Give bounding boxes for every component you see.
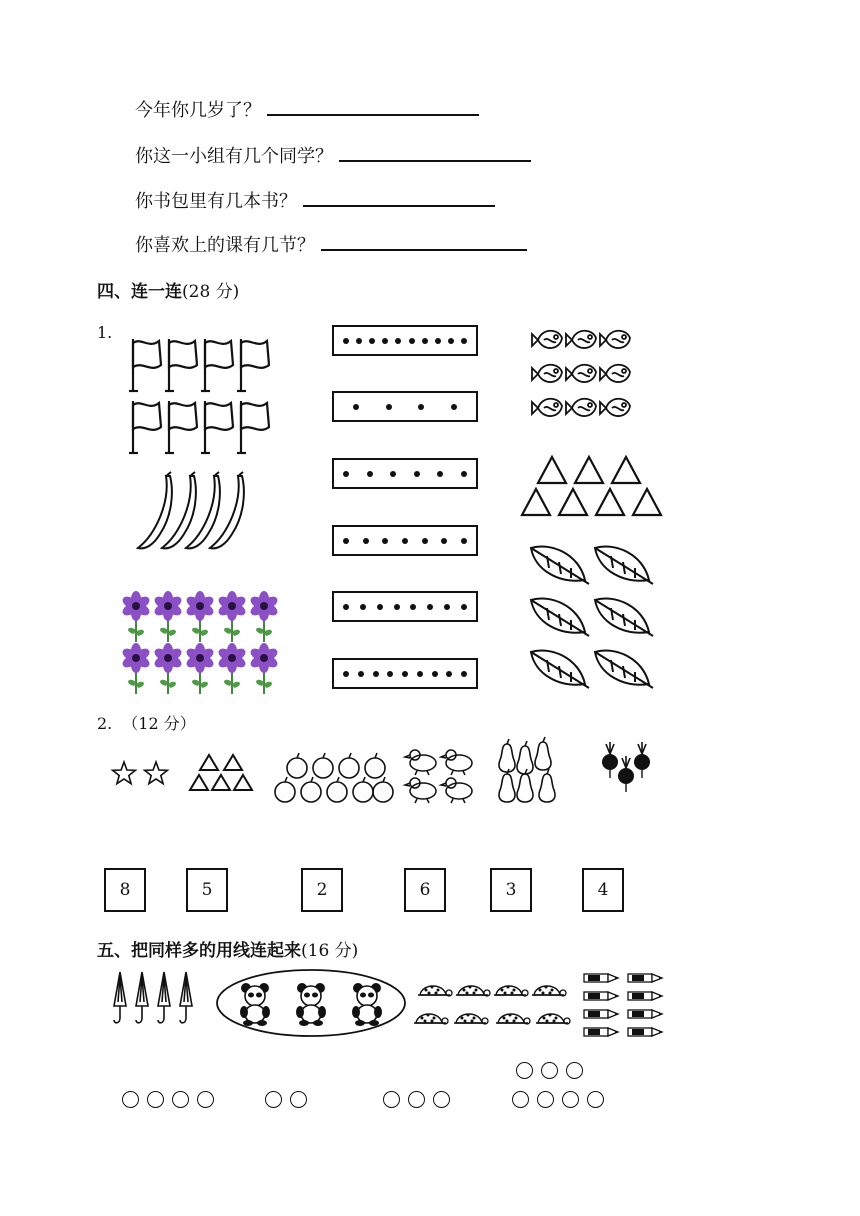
banana-group[interactable] <box>130 468 245 553</box>
question-2-text: 你这一小组有几个同学？ <box>135 146 333 167</box>
flag-icon <box>129 401 161 453</box>
apple-icon <box>339 753 359 778</box>
flag-icon <box>165 339 197 391</box>
number-box-label: 4 <box>597 880 609 900</box>
number-box-2[interactable] <box>301 868 343 912</box>
dot <box>435 338 441 344</box>
number-box-label: 6 <box>419 880 431 900</box>
number-box-3[interactable] <box>490 868 532 912</box>
pear-group[interactable] <box>493 738 565 804</box>
apple-icon <box>301 777 321 802</box>
leaf-icon <box>595 598 653 636</box>
number-box-label: 3 <box>505 880 517 900</box>
pear-icon <box>517 769 533 802</box>
triangle-icon <box>522 489 550 515</box>
umbrella-group[interactable] <box>106 970 201 1030</box>
purple-flower-icon <box>153 591 184 642</box>
circle <box>587 1091 604 1108</box>
dot <box>343 671 349 677</box>
answer-blank-1[interactable] <box>267 98 479 116</box>
circle <box>566 1062 583 1079</box>
panda-icon <box>352 983 382 1026</box>
dot <box>386 404 392 410</box>
circle <box>512 1091 529 1108</box>
pencil-icon <box>584 974 618 982</box>
dot-box-9[interactable] <box>332 658 478 689</box>
turtle-icon <box>536 1014 570 1025</box>
apple-icon <box>365 753 385 778</box>
number-box-4[interactable] <box>582 868 624 912</box>
section-5-points: (16 分) <box>301 941 359 961</box>
purple-flower-icon <box>249 591 280 642</box>
star-icon <box>145 762 168 784</box>
leaf-icon <box>531 598 589 636</box>
dot-box-4[interactable] <box>332 391 478 422</box>
flag-icon <box>129 339 161 391</box>
umbrella-icon <box>136 972 148 1023</box>
number-box-5[interactable] <box>186 868 228 912</box>
purple-flower-icon <box>217 591 248 642</box>
triangle-icon <box>190 775 208 790</box>
panda-group[interactable] <box>215 968 407 1038</box>
leaf-group[interactable] <box>525 540 660 695</box>
leaf-icon <box>531 546 589 584</box>
dot <box>461 471 467 477</box>
dot <box>417 671 423 677</box>
dot <box>444 604 450 610</box>
turtle-icon <box>454 1014 488 1025</box>
flag-icon <box>237 339 269 391</box>
dot <box>377 604 383 610</box>
question-4 <box>135 233 527 257</box>
flag-icon <box>237 401 269 453</box>
turtle-icon <box>418 986 452 997</box>
turtle-icon <box>532 986 566 997</box>
dot <box>373 671 379 677</box>
dot <box>422 338 428 344</box>
chick-icon <box>405 750 436 775</box>
radish-icon <box>602 742 618 778</box>
fish-icon <box>532 365 562 382</box>
dot <box>410 604 416 610</box>
fish-icon <box>600 399 630 416</box>
turtle-icon <box>496 1014 530 1025</box>
purple-flower-icon <box>217 643 248 694</box>
fish-group[interactable] <box>530 322 640 430</box>
section-5-heading <box>97 936 358 961</box>
triangle-icon <box>596 489 624 515</box>
panda-icon <box>240 983 270 1026</box>
apple-group[interactable] <box>275 752 385 807</box>
dot <box>461 338 467 344</box>
triangle-icon <box>575 457 603 483</box>
dot-box-6[interactable] <box>332 458 478 489</box>
dot <box>402 538 408 544</box>
circle <box>537 1091 554 1108</box>
fish-icon <box>532 331 562 348</box>
dot <box>427 604 433 610</box>
answer-blank-2[interactable] <box>339 144 531 162</box>
triangle-group[interactable] <box>520 455 665 520</box>
triangle-icon <box>538 457 566 483</box>
section-4-heading <box>97 277 239 302</box>
leaf-icon <box>595 650 653 688</box>
flag-icon <box>201 339 233 391</box>
dot <box>363 538 369 544</box>
small-triangle-group[interactable] <box>188 753 258 793</box>
dot-box-10[interactable] <box>332 325 478 356</box>
triangle-icon <box>212 775 230 790</box>
fish-icon <box>532 399 562 416</box>
answer-blank-3[interactable] <box>303 189 495 207</box>
number-box-6[interactable] <box>404 868 446 912</box>
dot <box>343 604 349 610</box>
circle <box>541 1062 558 1079</box>
dot <box>356 338 362 344</box>
question-1-text: 今年你几岁了？ <box>135 100 261 121</box>
number-box-label: 2 <box>316 880 328 900</box>
pencil-icon <box>628 1028 662 1036</box>
fish-icon <box>566 399 596 416</box>
question-1 <box>135 98 479 122</box>
chick-group[interactable] <box>405 745 480 805</box>
flag-group[interactable] <box>125 333 275 458</box>
circle <box>197 1091 214 1108</box>
pear-icon <box>499 769 515 802</box>
dot <box>461 538 467 544</box>
purple-flower-icon <box>121 591 152 642</box>
dot <box>390 471 396 477</box>
triangle-icon <box>200 755 218 770</box>
apple-icon <box>353 777 373 802</box>
circle <box>562 1091 579 1108</box>
dot <box>402 671 408 677</box>
apple-icon <box>287 753 307 778</box>
circle <box>172 1091 189 1108</box>
umbrella-icon <box>158 972 170 1023</box>
fish-icon <box>600 331 630 348</box>
purple-flower-icon <box>249 643 280 694</box>
circle <box>408 1091 425 1108</box>
pencil-icon <box>584 992 618 1000</box>
triangle-icon <box>234 775 252 790</box>
pencil-icon <box>584 1010 618 1018</box>
triangle-icon <box>559 489 587 515</box>
chick-icon <box>405 778 436 803</box>
turtle-icon <box>494 986 528 997</box>
fish-icon <box>600 365 630 382</box>
leaf-icon <box>595 546 653 584</box>
section-4-title: 四、连一连 <box>97 282 182 302</box>
apple-icon <box>275 777 295 802</box>
radish-icon <box>618 756 634 792</box>
star-icon <box>113 762 136 784</box>
pear-icon <box>539 769 555 802</box>
part-1-number: 1. <box>97 323 113 342</box>
question-3-text: 你书包里有几本书？ <box>135 191 297 212</box>
pear-icon <box>535 737 551 770</box>
dot <box>369 338 375 344</box>
star-group[interactable] <box>110 760 175 790</box>
dot <box>394 604 400 610</box>
pencil-icon <box>628 974 662 982</box>
dot <box>441 538 447 544</box>
section-4-points: (28 分) <box>182 282 240 302</box>
dot <box>446 671 452 677</box>
flower-group[interactable] <box>119 590 284 698</box>
banana-icon <box>138 472 172 548</box>
turtle-group[interactable] <box>410 975 575 1033</box>
apple-icon <box>373 777 393 802</box>
dot <box>448 338 454 344</box>
part-2-label <box>97 711 196 734</box>
dot <box>418 404 424 410</box>
dot <box>343 538 349 544</box>
pencil-icon <box>628 1010 662 1018</box>
dot <box>409 338 415 344</box>
pencil-icon <box>628 992 662 1000</box>
pear-icon <box>499 739 515 772</box>
pear-icon <box>517 741 533 774</box>
dot <box>432 671 438 677</box>
purple-flower-icon <box>185 591 216 642</box>
triangle-icon <box>633 489 661 515</box>
circle <box>122 1091 139 1108</box>
purple-flower-icon <box>121 643 152 694</box>
dot <box>353 404 359 410</box>
purple-flower-icon <box>153 643 184 694</box>
question-3 <box>135 189 495 213</box>
answer-blank-4[interactable] <box>321 233 527 251</box>
circle <box>290 1091 307 1108</box>
fish-icon <box>566 365 596 382</box>
triangle-icon <box>612 457 640 483</box>
dot <box>422 538 428 544</box>
dot <box>360 604 366 610</box>
umbrella-icon <box>180 972 192 1023</box>
flag-icon <box>165 401 197 453</box>
dot <box>382 538 388 544</box>
leaf-icon <box>531 650 589 688</box>
section-5-title: 五、把同样多的用线连起来 <box>97 941 301 961</box>
pencil-icon <box>584 1028 618 1036</box>
dot <box>343 338 349 344</box>
chick-icon <box>441 750 472 775</box>
turtle-icon <box>414 1014 448 1025</box>
question-4-text: 你喜欢上的课有几节？ <box>135 235 315 256</box>
radish-group[interactable] <box>598 740 660 800</box>
circle <box>516 1062 533 1079</box>
dot <box>437 471 443 477</box>
dot <box>382 338 388 344</box>
part-2-number: 2. <box>97 714 113 733</box>
purple-flower-icon <box>185 643 216 694</box>
apple-icon <box>327 777 347 802</box>
flag-icon <box>201 401 233 453</box>
question-2 <box>135 144 531 168</box>
circle <box>147 1091 164 1108</box>
dot <box>451 404 457 410</box>
triangle-icon <box>224 755 242 770</box>
number-box-label: 8 <box>119 880 131 900</box>
dot <box>414 471 420 477</box>
dot <box>343 471 349 477</box>
dot <box>461 604 467 610</box>
apple-icon <box>313 753 333 778</box>
chick-icon <box>441 778 472 803</box>
dot <box>461 671 467 677</box>
pencil-group[interactable] <box>582 972 667 1044</box>
dot-box-8[interactable] <box>332 591 478 622</box>
fish-icon <box>566 331 596 348</box>
radish-icon <box>634 742 650 778</box>
dot <box>387 671 393 677</box>
number-box-label: 5 <box>201 880 213 900</box>
panda-icon <box>296 983 326 1026</box>
umbrella-icon <box>114 972 126 1023</box>
dot <box>367 471 373 477</box>
dot-box-7[interactable] <box>332 525 478 556</box>
part-2-points: （12 分） <box>122 714 196 733</box>
number-box-8[interactable] <box>104 868 146 912</box>
dot <box>358 671 364 677</box>
dot <box>395 338 401 344</box>
circle <box>383 1091 400 1108</box>
turtle-icon <box>456 986 490 997</box>
circle <box>265 1091 282 1108</box>
circle <box>433 1091 450 1108</box>
